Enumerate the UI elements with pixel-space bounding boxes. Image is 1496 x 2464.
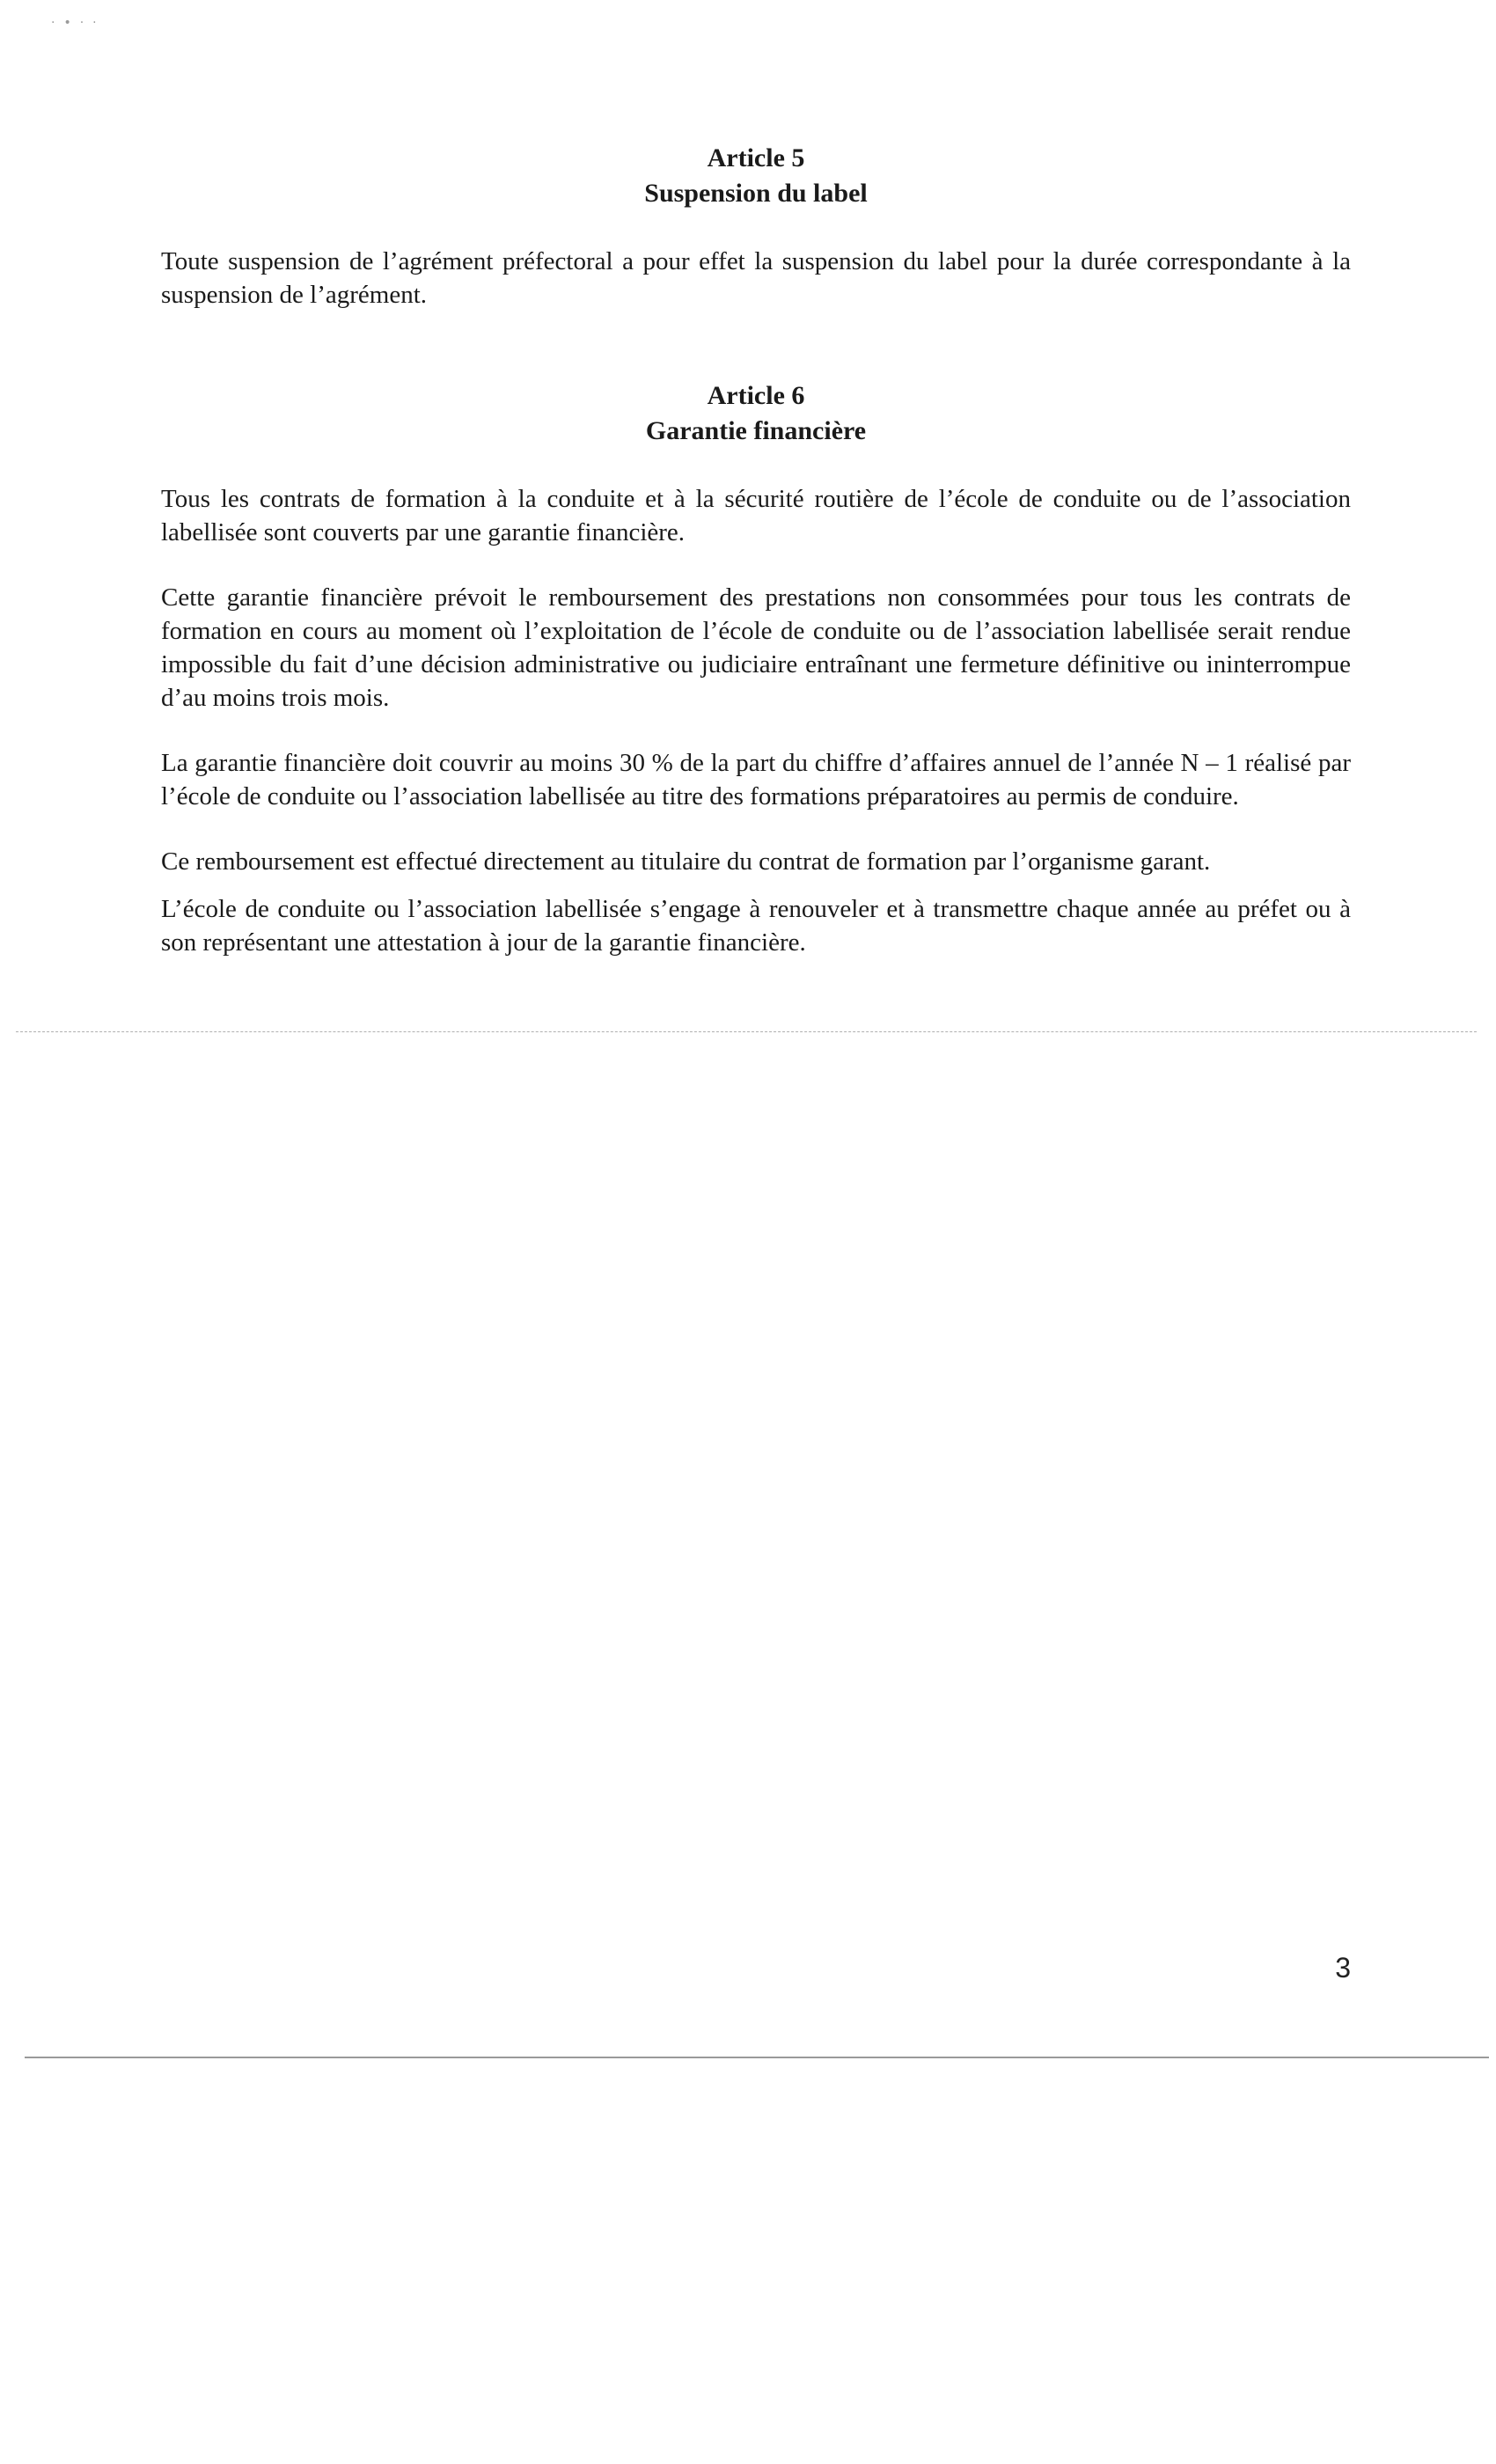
article-6-paragraph-3: La garantie financière doit couvrir au moins 30 % de la part du chiffre d’affaires annuel de l’année N – 1 réalisé par l’école de conduite ou l’association labellisée au titre des formations préparatoires au permis de conduire. — [161, 749, 1351, 810]
page-number: 3 — [1335, 1952, 1351, 1984]
scan-artifact-dots: ·•·· — [51, 16, 106, 30]
article-6-paragraph-1: Tous les contrats de formation à la conduite et à la sécurité routière de l’école de conduite ou de l’association labellisée sont couverts par une garantie financière. — [161, 485, 1351, 546]
article-6-title: Garantie financière — [645, 416, 867, 445]
article-6-number: Article 6 — [707, 381, 805, 410]
scan-artifact-line — [16, 1031, 1477, 1032]
article-6-paragraph-2: Cette garantie financière prévoit le remboursement des prestations non consommées pour tous les contrats de formation en cours au moment où l’exploitation de l’école de conduite ou de l’association labellisée serait rendue impossible du fait d’une décision administrative ou judiciaire entraînant une fermeture définitive ou ininterrompue d’au moins trois mois. — [161, 583, 1351, 712]
article-6-section — [161, 378, 1351, 959]
article-5-paragraph-1: Toute suspension de l’agrément préfectoral a pour effet la suspension du label pour la durée correspondante à la suspension de l’agrément. — [161, 247, 1351, 309]
article-5-number: Article 5 — [707, 143, 805, 172]
article-6-paragraph-5: L’école de conduite ou l’association labellisée s’engage à renouveler et à transmettre chaque année au préfet ou à son représentant une attestation à jour de la garantie financière. — [161, 895, 1351, 957]
article-5-title: Suspension du label — [644, 179, 868, 208]
footer-rule — [25, 2057, 1489, 2058]
article-6-paragraph-4: Ce remboursement est effectué directement au titulaire du contrat de formation par l’organisme garant. — [161, 847, 1211, 876]
document-body — [161, 141, 1351, 959]
article-5-section — [161, 141, 1351, 312]
